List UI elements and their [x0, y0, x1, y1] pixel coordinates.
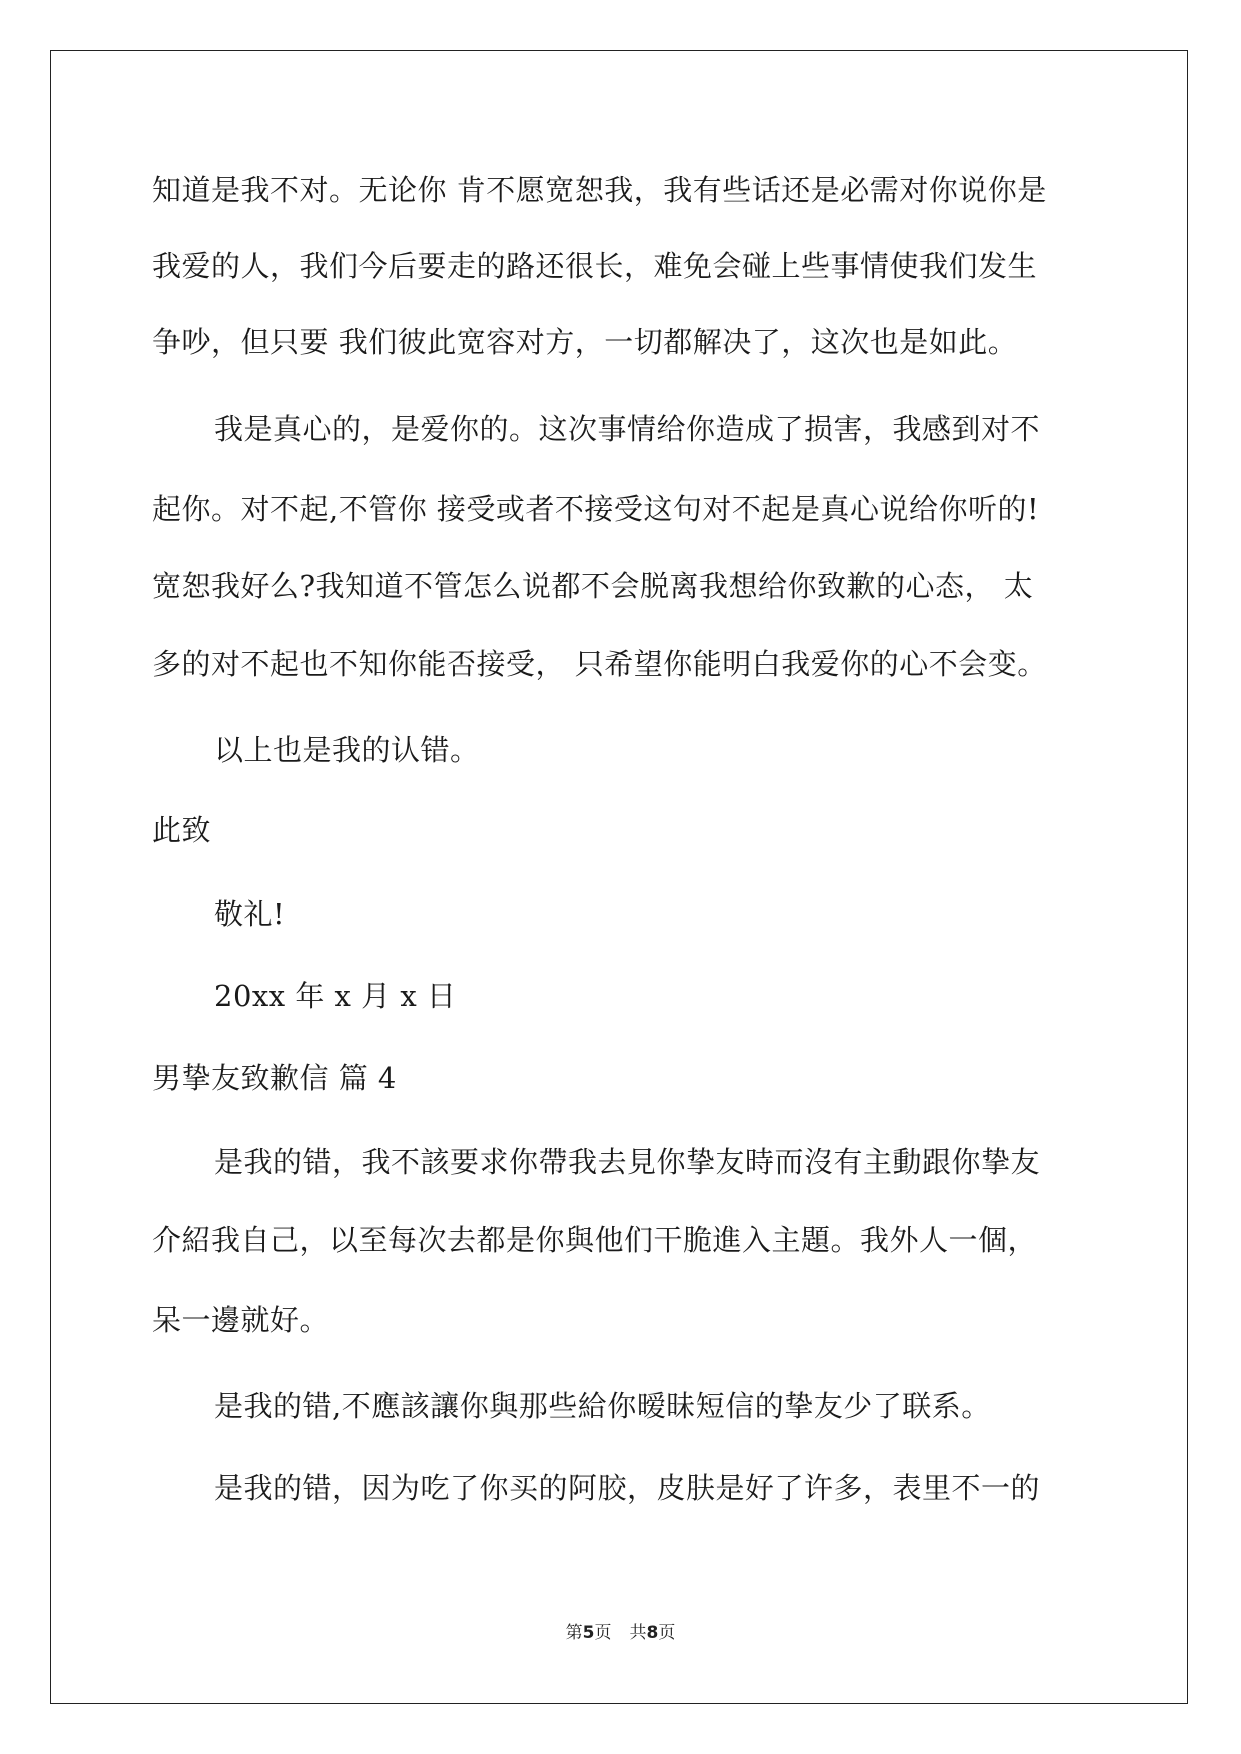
body-text-line: 知道是我不对。无论你 肯不愿宽恕我，我有些话还是必需对你说你是 — [152, 173, 1047, 207]
body-text-line: 我是真心的，是爱你的。这次事情给你造成了损害，我感到对不 — [214, 412, 1041, 446]
letter-date: 20xx 年 x 月 x 日 — [214, 979, 457, 1013]
total-prefix: 共 — [629, 1623, 647, 1643]
body-text-line: 介紹我自己，以至每次去都是你與他们干脆進入主題。我外人一個， — [152, 1223, 1038, 1257]
total-suffix: 页 — [658, 1623, 676, 1643]
body-text-line: 宽恕我好么?我知道不管怎么说都不会脱离我想给你致歉的心态， 太 — [152, 569, 1034, 603]
body-text-line: 是我的错，我不該要求你帶我去見你挚友時而沒有主動跟你挚友 — [214, 1145, 1041, 1179]
body-text-line: 我爱的人，我们今后要走的路还很长，难免会碰上些事情使我们发生 — [152, 249, 1038, 283]
closing-salutation: 此致 — [152, 813, 212, 847]
total-page-count: 8 — [646, 1623, 659, 1643]
body-text-line: 是我的错,不應該讓你與那些給你暧昧短信的挚友少了联系。 — [214, 1389, 991, 1423]
body-text-line: 起你。对不起,不管你 接受或者不接受这句对不起是真心说给你听的! — [152, 492, 1040, 526]
body-text-line: 多的对不起也不知你能否接受， 只希望你能明白我爱你的心不会变。 — [152, 647, 1047, 681]
body-text-line: 呆一邊就好。 — [152, 1303, 330, 1337]
page-number-footer — [0, 1618, 1241, 1643]
closing-regards: 敬礼! — [214, 897, 286, 931]
page-border — [50, 50, 1188, 1704]
section-heading: 男挚友致歉信 篇 4 — [152, 1061, 397, 1095]
body-text-line: 是我的错，因为吃了你买的阿胶，皮肤是好了许多，表里不一的 — [214, 1471, 1041, 1505]
body-text-line: 争吵，但只要 我们彼此宽容对方，一切都解决了，这次也是如此。 — [152, 325, 1018, 359]
page-suffix: 页 — [594, 1623, 612, 1643]
current-page-number: 5 — [582, 1623, 595, 1643]
page-prefix: 第 — [565, 1623, 583, 1643]
body-text-line: 以上也是我的认错。 — [214, 733, 480, 767]
